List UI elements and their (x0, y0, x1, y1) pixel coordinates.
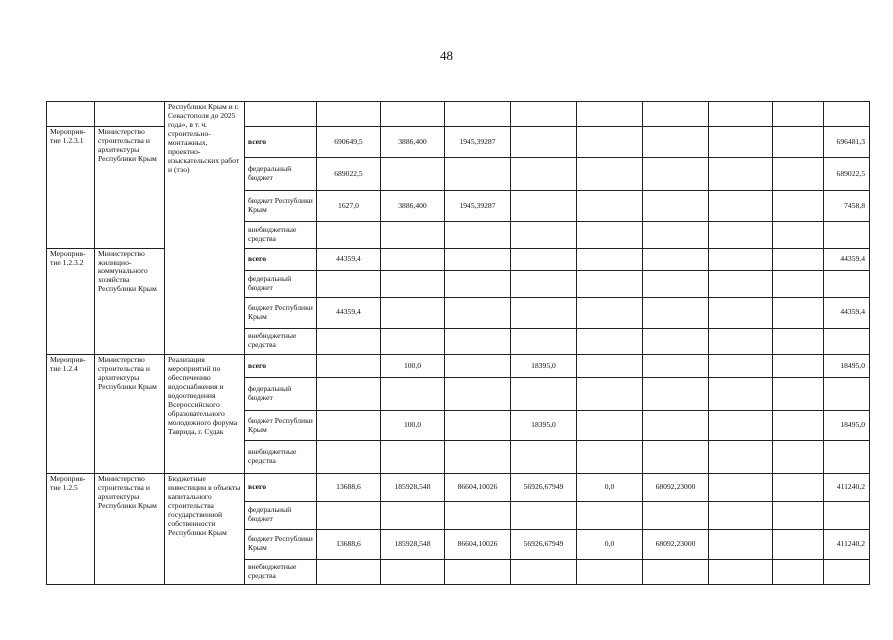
cell-source: бюджет Республики Крым (245, 191, 317, 222)
cell-value (709, 297, 773, 328)
cell-value (773, 248, 824, 270)
cell-total: 689022,5 (824, 158, 870, 191)
cell-total: 44359,4 (824, 248, 870, 270)
cell-value (381, 158, 445, 191)
cell-measure: Мероприя- тие 1.2.4 (47, 354, 95, 473)
cell-source: бюджет Республики Крым (245, 297, 317, 328)
cell-executor: Министерство строительства и архитектуры Республики Крым (95, 127, 165, 248)
cell-total: 411240,2 (824, 529, 870, 559)
cell-value (511, 441, 577, 474)
cell-value (643, 501, 709, 529)
cell-value (317, 411, 381, 441)
table-row (47, 102, 870, 127)
cell-total (824, 328, 870, 354)
cell-value (577, 441, 643, 474)
cell-value (445, 378, 511, 411)
table-body (47, 102, 870, 585)
cell-value (709, 158, 773, 191)
cell-total (824, 441, 870, 474)
cell-value (317, 270, 381, 297)
cell-total: 7458,8 (824, 191, 870, 222)
cell-value (643, 559, 709, 584)
cell-value (709, 127, 773, 158)
cell-value: 185928,548 (381, 474, 445, 501)
cell-value (577, 559, 643, 584)
cell-value (773, 501, 824, 529)
cell-value (317, 378, 381, 411)
cell-value (709, 411, 773, 441)
cell-value (643, 328, 709, 354)
cell-value (381, 441, 445, 474)
cell-total: 18495,0 (824, 354, 870, 377)
cell-value: 18395,0 (511, 411, 577, 441)
cell-total (824, 501, 870, 529)
cell-source: всего (245, 248, 317, 270)
cell-total: 18495,0 (824, 411, 870, 441)
cell-value (709, 222, 773, 248)
cell-value (511, 248, 577, 270)
page-number: 48 (440, 48, 453, 63)
cell-executor: Министерство строительства и архитектуры Республики Крым (95, 354, 165, 473)
cell-value: 100,0 (381, 411, 445, 441)
cell-source: внебюджетные средства (245, 559, 317, 584)
cell-executor: Министерство строительства и архитектуры Республики Крым (95, 474, 165, 585)
cell-value (643, 158, 709, 191)
cell-source: всего (245, 354, 317, 377)
cell-value (773, 441, 824, 474)
cell-value: 68092,23000 (643, 474, 709, 501)
cell-value (643, 270, 709, 297)
cell-source: всего (245, 474, 317, 501)
cell-source: федеральный бюджет (245, 158, 317, 191)
cell-source: внебюджетные средства (245, 222, 317, 248)
cell-value (709, 474, 773, 501)
cell-value (773, 297, 824, 328)
cell-source: внебюджетные средства (245, 441, 317, 474)
cell-value (773, 191, 824, 222)
cell-value (511, 378, 577, 411)
cell-value (381, 270, 445, 297)
cell-value (445, 501, 511, 529)
cell-value (643, 222, 709, 248)
cell-value (445, 559, 511, 584)
cell-value (577, 248, 643, 270)
cell-measure: Мероприя- тие 1.2.3.1 (47, 127, 95, 248)
cell-value: 18395,0 (511, 354, 577, 377)
cell-value: 0,0 (577, 529, 643, 559)
cell-value: 3886,400 (381, 191, 445, 222)
table-row (47, 474, 870, 501)
cell-value (773, 127, 824, 158)
cell-value (643, 378, 709, 411)
cell-value (445, 297, 511, 328)
cell-value (773, 529, 824, 559)
cell-value (445, 222, 511, 248)
cell-value (773, 474, 824, 501)
cell-value: 1945,39287 (445, 191, 511, 222)
cell-measure: Мероприя- тие 1.2.3.2 (47, 248, 95, 354)
cell-executor-cont (95, 102, 165, 127)
cell-value: 86604,10026 (445, 529, 511, 559)
cell-value (773, 559, 824, 584)
cell-value (643, 411, 709, 441)
cell-value: 44359,4 (317, 248, 381, 270)
cell-description-continued: Республики Крым и г. Севастополя до 2025 года», в т. ч. строительно- монтажных, проектно- изыскательских работ и (тэо) (165, 102, 245, 355)
cell-value (643, 441, 709, 474)
cell-value (445, 328, 511, 354)
cell-value (709, 191, 773, 222)
cell-value (511, 559, 577, 584)
cell-value (773, 222, 824, 248)
cell-value (317, 501, 381, 529)
cell-value (445, 354, 511, 377)
cell-value (643, 297, 709, 328)
cell-value (709, 441, 773, 474)
cell-value (577, 411, 643, 441)
cell-value: 3886,400 (381, 127, 445, 158)
cell-value (577, 328, 643, 354)
cell-value (577, 297, 643, 328)
cell-value (643, 191, 709, 222)
cell-total (824, 270, 870, 297)
cell-value (317, 222, 381, 248)
cell-value: 100,0 (381, 354, 445, 377)
cell-value (773, 411, 824, 441)
cell-value (445, 411, 511, 441)
cell-value (643, 354, 709, 377)
cell-value (381, 297, 445, 328)
cell-value (709, 248, 773, 270)
cell-value: 86604,10026 (445, 474, 511, 501)
cell-value (511, 270, 577, 297)
cell-value (317, 559, 381, 584)
cell-value: 13688,6 (317, 474, 381, 501)
cell-value (317, 354, 381, 377)
cell-value (511, 222, 577, 248)
cell-value (511, 191, 577, 222)
cell-value (445, 158, 511, 191)
cell-measure: Мероприя- тие 1.2.5 (47, 474, 95, 585)
cell-source: федеральный бюджет (245, 270, 317, 297)
cell-total (824, 559, 870, 584)
cell-description: Бюджетные инвестиции в объекты капитального строительства государственной собственности Республики Крым (165, 474, 245, 585)
cell-value: 185928,548 (381, 529, 445, 559)
cell-value (577, 501, 643, 529)
cell-source: всего (245, 127, 317, 158)
cell-total (824, 378, 870, 411)
cell-value (511, 158, 577, 191)
cell-value (577, 158, 643, 191)
cell-value (773, 328, 824, 354)
cell-value (577, 270, 643, 297)
cell-value (381, 328, 445, 354)
cell-value (709, 378, 773, 411)
cell-description: Реализация мероприятий по обеспечению водоснабжения и водоотведения Всероссийского образовательного молодежного форума Таврида, г. Судак (165, 354, 245, 473)
cell-value (511, 297, 577, 328)
cell-value (381, 559, 445, 584)
cell-value (511, 501, 577, 529)
cell-value (709, 354, 773, 377)
cell-value (445, 248, 511, 270)
cell-value (709, 501, 773, 529)
cell-total: 696481,3 (824, 127, 870, 158)
cell-value: 56926,67949 (511, 474, 577, 501)
budget-table (46, 101, 870, 585)
cell-value: 1627,0 (317, 191, 381, 222)
cell-value (643, 127, 709, 158)
table-row (47, 354, 870, 377)
cell-value (381, 222, 445, 248)
cell-value (709, 559, 773, 584)
cell-source: федеральный бюджет (245, 378, 317, 411)
cell-value (643, 248, 709, 270)
cell-source: внебюджетные средства (245, 328, 317, 354)
cell-value: 689022,5 (317, 158, 381, 191)
cell-value (381, 378, 445, 411)
cell-value (577, 127, 643, 158)
cell-value (381, 501, 445, 529)
cell-value (709, 270, 773, 297)
cell-value: 1945,39287 (445, 127, 511, 158)
cell-value (381, 248, 445, 270)
cell-value (709, 328, 773, 354)
cell-total: 44359,4 (824, 297, 870, 328)
cell-value (773, 354, 824, 377)
cell-value (317, 441, 381, 474)
cell-value (511, 328, 577, 354)
cell-total: 411240,2 (824, 474, 870, 501)
cell-value (577, 378, 643, 411)
cell-value (773, 270, 824, 297)
cell-value: 13688,6 (317, 529, 381, 559)
cell-executor: Министерство жилищно- коммунального хозяйства Республики Крым (95, 248, 165, 354)
cell-source: федеральный бюджет (245, 501, 317, 529)
cell-total (824, 222, 870, 248)
cell-value: 68092,23000 (643, 529, 709, 559)
cell-value (577, 222, 643, 248)
cell-value (773, 158, 824, 191)
cell-value (709, 529, 773, 559)
cell-value: 44359,4 (317, 297, 381, 328)
cell-value (773, 378, 824, 411)
cell-source: бюджет Республики Крым (245, 529, 317, 559)
cell-value: 690649,5 (317, 127, 381, 158)
cell-value (577, 354, 643, 377)
cell-value: 0,0 (577, 474, 643, 501)
cell-measure-cont (47, 102, 95, 127)
cell-value (317, 328, 381, 354)
cell-value (445, 270, 511, 297)
cell-value: 56926,67949 (511, 529, 577, 559)
cell-value (577, 191, 643, 222)
cell-source: бюджет Республики Крым (245, 411, 317, 441)
cell-value (511, 127, 577, 158)
cell-value (445, 441, 511, 474)
